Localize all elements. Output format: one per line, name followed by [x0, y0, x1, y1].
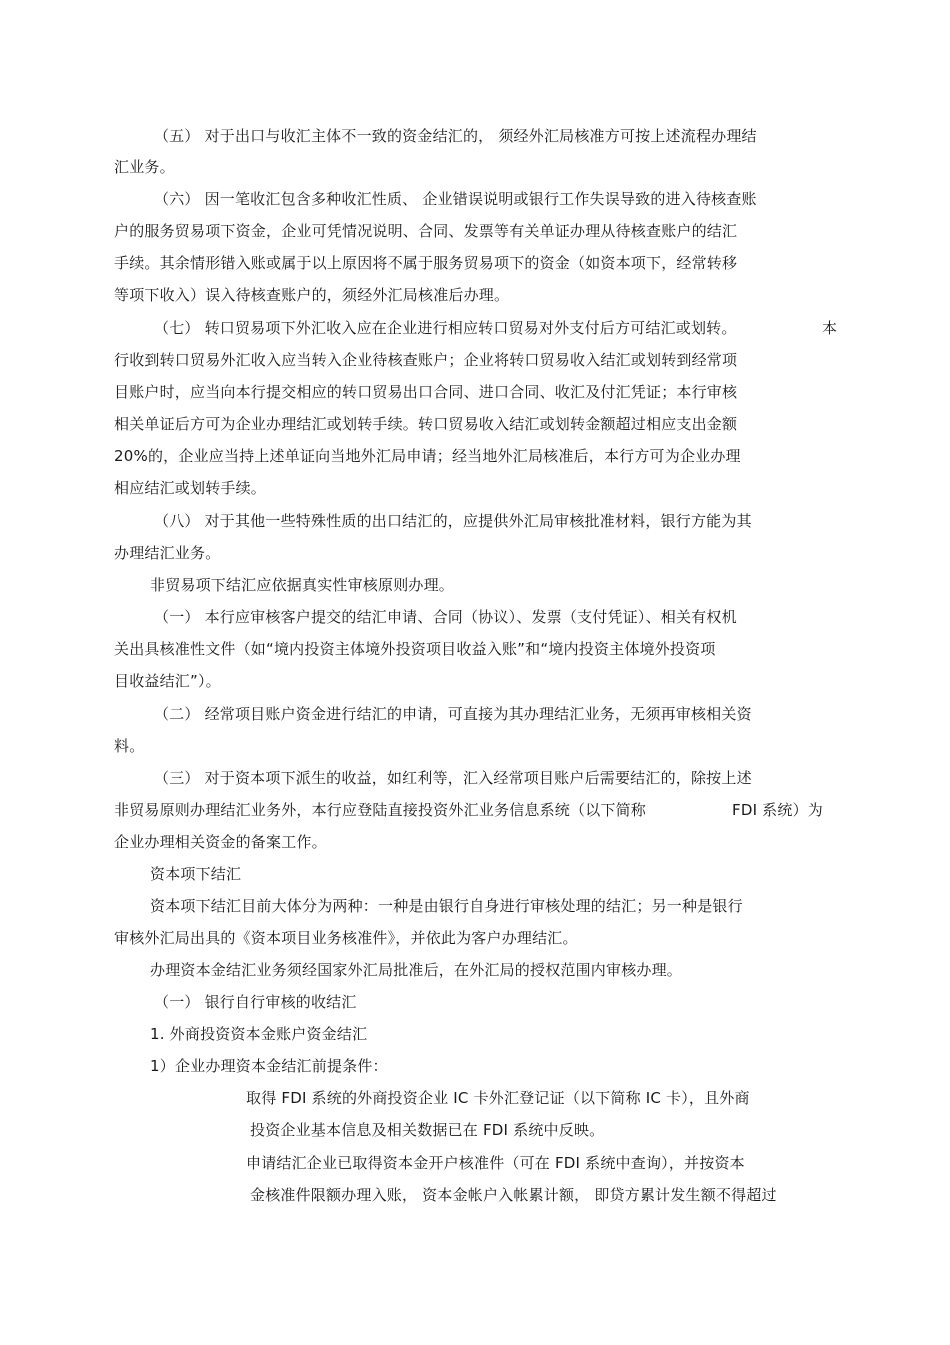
text-line: 汇业务。: [114, 158, 175, 176]
text-line: 目收益结汇”）。: [114, 672, 221, 690]
text-line: 申请结汇企业已取得资本金开户核准件（可在 FDI 系统中查询），并按资本: [246, 1154, 745, 1172]
text-line: （三） 对于资本项下派生的收益，如红利等，汇入经常项目账户后需要结汇的，除按上述: [154, 769, 752, 787]
text-line: 办理资本金结汇业务须经国家外汇局批准后，在外汇局的授权范围内审核办理。: [150, 961, 683, 979]
text-line: （五） 对于出口与收汇主体不一致的资金结汇的， 须经外汇局核准方可按上述流程办理结: [154, 127, 757, 145]
text-line: 目账户时，应当向本行提交相应的转口贸易出口合同、进口合同、收汇及付汇凭证；本行审核: [114, 383, 738, 401]
text-line: 料。: [114, 737, 145, 755]
text-line: 本: [822, 319, 838, 337]
text-line: （一） 本行应审核客户提交的结汇申请、合同（协议）、发票（支付凭证）、相关有权机: [154, 608, 737, 626]
text-line: 等项下收入）误入待核查账户的，须经外汇局核准后办理。: [114, 286, 510, 304]
text-line: （七） 转口贸易项下外汇收入应在企业进行相应转口贸易对外支付后方可结汇或划转。: [154, 319, 737, 337]
text-line: 行收到转口贸易外汇收入应当转入企业待核查账户；企业将转口贸易收入结汇或划转到经常项: [114, 351, 738, 369]
text-line: 审核外汇局出具的《资本项目业务核准件》，并依此为客户办理结汇。: [114, 929, 578, 947]
text-line: 取得 FDI 系统的外商投资企业 IC 卡外汇登记证（以下简称 IC 卡），且外商: [246, 1089, 750, 1107]
text-line: 20%的，企业应当持上述单证向当地外汇局申请；经当地外汇局核准后，本行方可为企业办理: [114, 447, 741, 465]
text-line: 相应结汇或划转手续。: [114, 479, 267, 497]
text-line: （六） 因一笔收汇包含多种收汇性质、 企业错误说明或银行工作失误导致的进入待核查账: [154, 190, 757, 208]
text-line: 相关单证后方可为企业办理结汇或划转手续。转口贸易收入结汇或划转金额超过相应支出金额: [114, 415, 738, 433]
text-line: 非贸易项下结汇应依据真实性审核原则办理。: [150, 576, 455, 594]
text-line: 资本项下结汇: [150, 865, 242, 883]
text-line: 户的服务贸易项下资金，企业可凭情况说明、合同、发票等有关单证办理从待核查账户的结汇: [114, 222, 738, 240]
text-line: 非贸易原则办理结汇业务外，本行应登陆直接投资外汇业务信息系统（以下简称: [114, 801, 647, 819]
text-line: （八） 对于其他一些特殊性质的出口结汇的，应提供外汇局审核批准材料，银行方能为其: [154, 512, 752, 530]
text-line: FDI 系统）为: [732, 801, 823, 819]
text-line: 办理结汇业务。: [114, 544, 221, 562]
text-line: （二） 经常项目账户资金进行结汇的申请，可直接为其办理结汇业务，无须再审核相关资: [154, 705, 752, 723]
text-line: 1）企业办理资本金结汇前提条件：: [150, 1057, 388, 1075]
text-line: 投资企业基本信息及相关数据已在 FDI 系统中反映。: [250, 1121, 605, 1139]
text-line: 资本项下结汇目前大体分为两种：一种是由银行自身进行审核处理的结汇；另一种是银行: [150, 897, 743, 915]
text-line: 1. 外商投资资本金账户资金结汇: [150, 1025, 368, 1043]
text-line: （一） 银行自行审核的收结汇: [154, 993, 357, 1011]
text-line: 关出具核准性文件（如“境内投资主体境外投资项目收益入账”和“境内投资主体境外投资项: [114, 640, 716, 658]
text-line: 手续。其余情形错入账或属于以上原因将不属于服务贸易项下的资金（如资本项下，经常转移: [114, 254, 738, 272]
text-line: 企业办理相关资金的备案工作。: [114, 833, 327, 851]
text-line: 金核准件限额办理入账， 资本金帐户入帐累计额， 即贷方累计发生额不得超过: [250, 1186, 777, 1204]
